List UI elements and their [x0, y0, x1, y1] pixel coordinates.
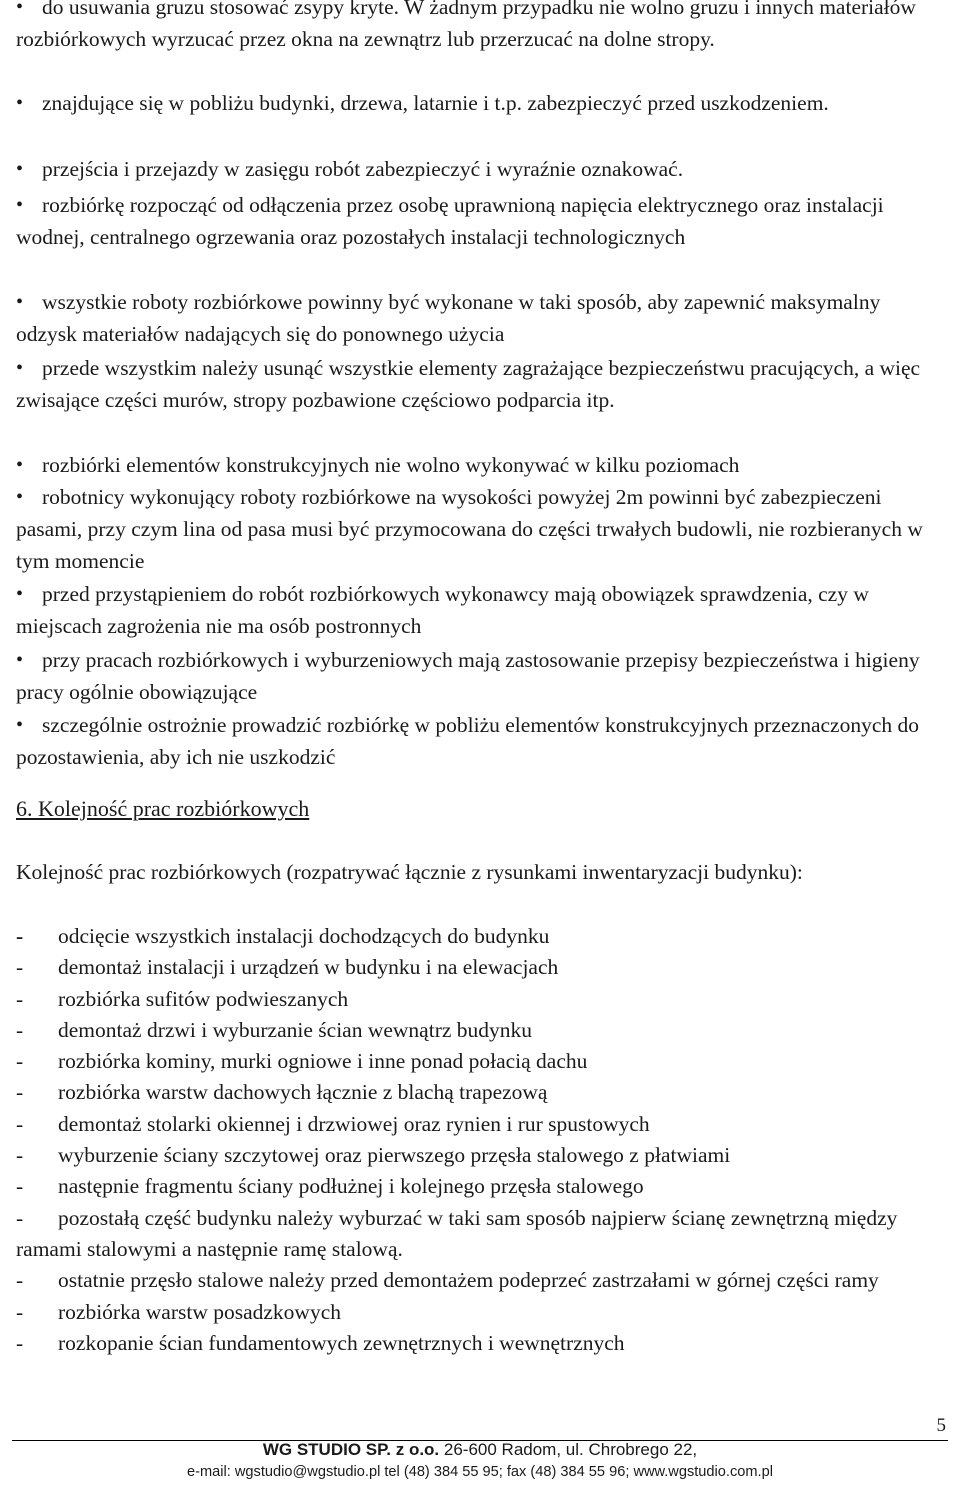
section-heading: 6. Kolejność prac rozbiórkowych	[16, 796, 310, 821]
footer-company: WG STUDIO SP. z o.o.	[262, 1440, 440, 1459]
dash-marker: -	[16, 1049, 24, 1074]
bullet-text: robotnicy wykonujący roboty rozbiórkowe na wysokości powyżej 2m powinni być zabezpieczeni pasami, przy czym lina od pasa musi być przymocowana do części trwałych budowli, nie rozbieranych w tym momencie	[16, 485, 923, 573]
step-text: rozbiórka warstw dachowych łącznie z blachą trapezową	[58, 1080, 548, 1105]
bullet-item	[16, 578, 946, 642]
dash-marker: -	[16, 1299, 24, 1324]
list-item	[16, 952, 946, 983]
page-number: 5	[936, 1415, 946, 1436]
step-text: demontaż stolarki okiennej i drzwiowej oraz rynien i rur spustowych	[58, 1111, 650, 1136]
step-text: rozkopanie ścian fundamentowych zewnętrznych i wewnętrznych	[58, 1330, 625, 1355]
intro-paragraph: Kolejność prac rozbiórkowych (rozpatrywać łącznie z rysunkami inwentaryzacji budynku):	[16, 860, 803, 884]
bullet-item	[16, 153, 946, 185]
bullet-text: przejścia i przejazdy w zasięgu robót zabezpieczyć i wyraźnie oznakować.	[42, 157, 684, 181]
list-item	[16, 1171, 946, 1202]
bullet-icon: •	[16, 714, 24, 736]
step-text: demontaż instalacji i urządzeń w budynku i na elewacjach	[58, 955, 559, 980]
bullet-icon: •	[16, 357, 24, 379]
step-text: następnie fragmentu ściany podłużnej i kolejnego przęsła stalowego	[58, 1174, 644, 1199]
list-item	[16, 1015, 946, 1046]
bullet-text: rozbiórkę rozpocząć od odłączenia przez osobę uprawnioną napięcia elektrycznego oraz instalacji wodnej, centralnego ogrzewania oraz pozostałych instalacji technologicznych	[16, 193, 884, 249]
bullet-text: przed przystąpieniem do robót rozbiórkowych wykonawcy mają obowiązek sprawdzenia, czy w miejscach zagrożenia nie ma osób postronnych	[16, 582, 869, 638]
dash-marker: -	[16, 1174, 24, 1199]
bullet-icon: •	[16, 158, 24, 180]
step-text: wyburzenie ściany szczytowej oraz pierwszego przęsła stalowego z płatwiami	[58, 1143, 731, 1168]
step-text: odcięcie wszystkich instalacji dochodzących do budynku	[58, 924, 550, 948]
bullet-item	[16, 709, 946, 773]
bullet-icon: •	[16, 486, 24, 508]
steps-list	[16, 921, 946, 1359]
list-item	[16, 1046, 946, 1077]
dash-marker: -	[16, 1205, 24, 1230]
step-text: rozbiórka kominy, murki ogniowe i inne ponad połacią dachu	[58, 1049, 588, 1074]
list-item	[16, 1265, 946, 1296]
step-text: demontaż drzwi i wyburzanie ścian wewnątrz budynku	[58, 1017, 533, 1042]
bullet-item	[16, 352, 946, 416]
bullet-text: do usuwania gruzu stosować zsypy kryte. W żadnym przypadku nie wolno gruzu i innych materiałów rozbiórkowych wyrzucać przez okna na zewnątrz lub przerzucać na dolne stropy.	[16, 0, 916, 51]
bullet-icon: •	[16, 0, 24, 18]
list-item	[16, 921, 946, 952]
dash-marker: -	[16, 986, 24, 1011]
bullet-text: wszystkie roboty rozbiórkowe powinny być wykonane w taki sposób, aby zapewnić maksymalny odzysk materiałów nadających się do ponownego użycia	[16, 290, 881, 346]
dash-marker: -	[16, 924, 24, 948]
dash-marker: -	[16, 1268, 24, 1293]
list-item	[16, 984, 946, 1015]
bullet-text: przede wszystkim należy usunąć wszystkie elementy zagrażające bezpieczeństwu pracujących, a więc zwisające części murów, stropy pozbawione częściowo podparcia itp.	[16, 356, 921, 412]
bullet-item	[16, 481, 946, 577]
bullet-icon: •	[16, 291, 24, 313]
bullet-item	[16, 0, 946, 55]
bullet-text: przy pracach rozbiórkowych i wyburzeniowych mają zastosowanie przepisy bezpieczeństwa i higieny pracy ogólnie obowiązujące	[16, 648, 920, 704]
bullet-text: znajdujące się w pobliżu budynki, drzewa, latarnie i t.p. zabezpieczyć przed uszkodzeniem.	[42, 91, 829, 115]
list-item	[16, 1297, 946, 1328]
bullet-icon: •	[16, 649, 24, 671]
dash-marker: -	[16, 1143, 24, 1168]
bullet-text: szczególnie ostrożnie prowadzić rozbiórkę w pobliżu elementów konstrukcyjnych przeznaczonych do pozostawienia, aby ich nie uszkodzić	[16, 713, 919, 769]
dash-marker: -	[16, 1330, 24, 1355]
dash-marker: -	[16, 1080, 24, 1105]
dash-marker: -	[16, 1017, 24, 1042]
bullet-icon: •	[16, 194, 24, 216]
bullet-text: rozbiórki elementów konstrukcyjnych nie wolno wykonywać w kilku poziomach	[42, 453, 740, 477]
list-item	[16, 1077, 946, 1108]
step-text: pozostałą część budynku należy wyburzać w taki sam sposób najpierw ścianę zewnętrzną między ramami stalowymi a następnie ramę stalową.	[16, 1205, 898, 1261]
bullet-icon: •	[16, 92, 24, 114]
bullet-icon: •	[16, 454, 24, 476]
bullet-item	[16, 286, 946, 350]
list-item	[16, 1140, 946, 1171]
bullet-item	[16, 449, 946, 481]
list-item	[16, 1109, 946, 1140]
step-text: rozbiórka warstw posadzkowych	[58, 1299, 341, 1324]
dash-marker: -	[16, 1111, 24, 1136]
footer-company-line	[0, 1440, 960, 1460]
bullet-item	[16, 87, 946, 119]
bullet-icon: •	[16, 583, 24, 605]
step-text: rozbiórka sufitów podwieszanych	[58, 986, 349, 1011]
bullet-item	[16, 644, 946, 708]
dash-marker: -	[16, 955, 24, 980]
list-item	[16, 1203, 946, 1266]
bullet-item	[16, 189, 946, 253]
step-text: ostatnie przęsło stalowe należy przed demontażem podeprzeć zastrzałami w górnej części ramy	[58, 1268, 879, 1293]
footer-contact: e-mail: wgstudio@wgstudio.pl tel (48) 384 55 95; fax (48) 384 55 96; www.wgstudio.com.pl	[187, 1464, 773, 1480]
footer-address: 26-600 Radom, ul. Chrobrego 22,	[439, 1440, 698, 1459]
list-item	[16, 1328, 946, 1359]
